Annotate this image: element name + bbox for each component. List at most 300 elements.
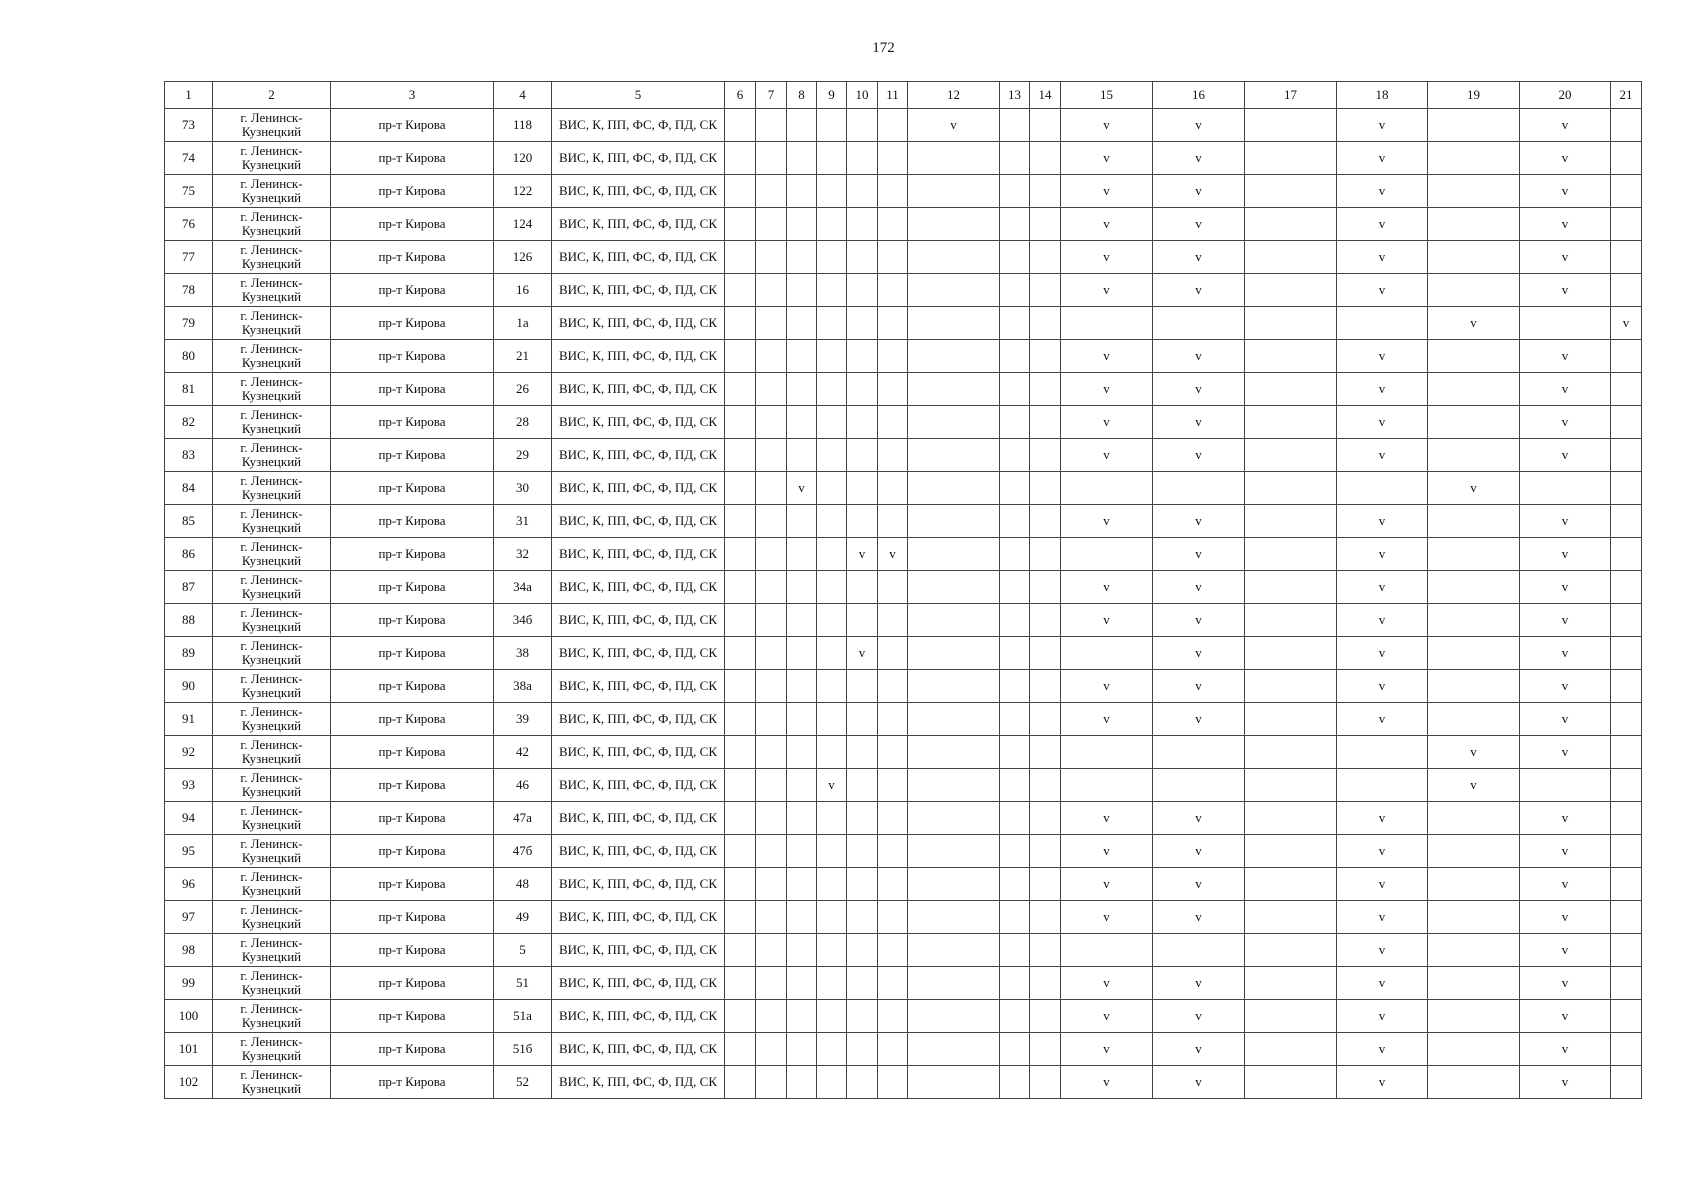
types-cell: ВИС, К, ПП, ФС, Ф, ПД, СК bbox=[552, 934, 725, 967]
mark-cell-col-16 bbox=[1153, 373, 1245, 406]
table-row bbox=[165, 340, 1642, 373]
mark-cell-col-9 bbox=[817, 373, 847, 406]
mark-cell-col-18 bbox=[1337, 1033, 1428, 1066]
mark-cell-col-20 bbox=[1520, 736, 1611, 769]
mark-cell-col-6 bbox=[725, 406, 756, 439]
mark-cell-col-14 bbox=[1030, 109, 1061, 142]
row-number-cell: 73 bbox=[165, 109, 213, 142]
mark-cell-col-9 bbox=[817, 1000, 847, 1033]
check-mark: v bbox=[1561, 216, 1569, 231]
row-number-cell: 98 bbox=[165, 934, 213, 967]
street-cell: пр-т Кирова bbox=[331, 670, 494, 703]
mark-cell-col-19 bbox=[1428, 967, 1520, 1000]
mark-cell-col-14 bbox=[1030, 175, 1061, 208]
city-cell: г. Ленинск-Кузнецкий bbox=[213, 472, 331, 505]
mark-cell-col-20 bbox=[1520, 274, 1611, 307]
mark-cell-col-19 bbox=[1428, 670, 1520, 703]
mark-cell-col-7 bbox=[756, 439, 787, 472]
city-cell: г. Ленинск-Кузнецкий bbox=[213, 505, 331, 538]
mark-cell-col-20 bbox=[1520, 373, 1611, 406]
mark-cell-col-7 bbox=[756, 736, 787, 769]
street-cell: пр-т Кирова bbox=[331, 373, 494, 406]
mark-cell-col-11 bbox=[878, 505, 908, 538]
types-cell: ВИС, К, ПП, ФС, Ф, ПД, СК bbox=[552, 109, 725, 142]
mark-cell-col-11 bbox=[878, 670, 908, 703]
mark-cell-col-16 bbox=[1153, 835, 1245, 868]
check-mark: v bbox=[1561, 645, 1569, 660]
column-header-9: 9 bbox=[817, 82, 847, 109]
column-header-1: 1 bbox=[165, 82, 213, 109]
table-row bbox=[165, 373, 1642, 406]
mark-cell-col-14 bbox=[1030, 967, 1061, 1000]
street-cell: пр-т Кирова bbox=[331, 901, 494, 934]
mark-cell-col-17 bbox=[1245, 802, 1337, 835]
street-cell: пр-т Кирова bbox=[331, 736, 494, 769]
row-number-cell: 88 bbox=[165, 604, 213, 637]
mark-cell-col-7 bbox=[756, 241, 787, 274]
mark-cell-col-6 bbox=[725, 571, 756, 604]
street-cell: пр-т Кирова bbox=[331, 505, 494, 538]
table-row bbox=[165, 406, 1642, 439]
house-cell: 47а bbox=[494, 802, 552, 835]
mark-cell-col-15 bbox=[1061, 604, 1153, 637]
mark-cell-col-16 bbox=[1153, 637, 1245, 670]
mark-cell-col-16 bbox=[1153, 142, 1245, 175]
mark-cell-col-17 bbox=[1245, 1033, 1337, 1066]
row-number-cell: 75 bbox=[165, 175, 213, 208]
mark-cell-col-20 bbox=[1520, 1000, 1611, 1033]
check-mark: v bbox=[1195, 546, 1202, 561]
city-cell: г. Ленинск-Кузнецкий bbox=[213, 934, 331, 967]
mark-cell-col-17 bbox=[1245, 406, 1337, 439]
row-number-cell: 87 bbox=[165, 571, 213, 604]
check-mark: v bbox=[1103, 150, 1110, 165]
mark-cell-col-12 bbox=[908, 802, 1000, 835]
mark-cell-col-7 bbox=[756, 670, 787, 703]
mark-cell-col-13 bbox=[1000, 571, 1030, 604]
data-table bbox=[164, 81, 1642, 1099]
mark-cell-col-20 bbox=[1520, 340, 1611, 373]
street-cell: пр-т Кирова bbox=[331, 406, 494, 439]
mark-cell-col-13 bbox=[1000, 406, 1030, 439]
column-header-18: 18 bbox=[1337, 82, 1428, 109]
mark-cell-col-16 bbox=[1153, 868, 1245, 901]
row-number-cell: 84 bbox=[165, 472, 213, 505]
mark-cell-col-10 bbox=[847, 142, 878, 175]
check-mark: v bbox=[1103, 975, 1110, 990]
mark-cell-col-17 bbox=[1245, 142, 1337, 175]
table-row bbox=[165, 901, 1642, 934]
mark-cell-col-19 bbox=[1428, 406, 1520, 439]
check-mark: v bbox=[1195, 1008, 1202, 1023]
city-cell: г. Ленинск-Кузнецкий bbox=[213, 769, 331, 802]
check-mark: v bbox=[1470, 777, 1477, 792]
mark-cell-col-12 bbox=[908, 472, 1000, 505]
mark-cell-col-12 bbox=[908, 175, 1000, 208]
mark-cell-col-8 bbox=[787, 241, 817, 274]
mark-cell-col-19 bbox=[1428, 1066, 1520, 1099]
check-mark: v bbox=[1561, 117, 1569, 132]
check-mark: v bbox=[1378, 810, 1386, 825]
mark-cell-col-15 bbox=[1061, 208, 1153, 241]
mark-cell-col-8 bbox=[787, 637, 817, 670]
mark-cell-col-6 bbox=[725, 901, 756, 934]
mark-cell-col-17 bbox=[1245, 109, 1337, 142]
mark-cell-col-19 bbox=[1428, 340, 1520, 373]
mark-cell-col-16 bbox=[1153, 934, 1245, 967]
check-mark: v bbox=[1103, 117, 1110, 132]
mark-cell-col-11 bbox=[878, 406, 908, 439]
mark-cell-col-8 bbox=[787, 604, 817, 637]
column-header-15: 15 bbox=[1061, 82, 1153, 109]
check-mark: v bbox=[1378, 117, 1386, 132]
mark-cell-col-15 bbox=[1061, 769, 1153, 802]
row-number-cell: 95 bbox=[165, 835, 213, 868]
check-mark: v bbox=[1561, 810, 1569, 825]
mark-cell-col-19 bbox=[1428, 802, 1520, 835]
mark-cell-col-12 bbox=[908, 703, 1000, 736]
mark-cell-col-7 bbox=[756, 868, 787, 901]
mark-cell-col-12 bbox=[908, 1066, 1000, 1099]
mark-cell-col-9 bbox=[817, 703, 847, 736]
mark-cell-col-15 bbox=[1061, 175, 1153, 208]
mark-cell-col-16 bbox=[1153, 1066, 1245, 1099]
types-cell: ВИС, К, ПП, ФС, Ф, ПД, СК bbox=[552, 274, 725, 307]
mark-cell-col-12 bbox=[908, 406, 1000, 439]
table-row bbox=[165, 472, 1642, 505]
mark-cell-col-15 bbox=[1061, 1066, 1153, 1099]
mark-cell-col-21 bbox=[1611, 1066, 1642, 1099]
mark-cell-col-8 bbox=[787, 1000, 817, 1033]
mark-cell-col-10 bbox=[847, 703, 878, 736]
check-mark: v bbox=[1103, 381, 1110, 396]
mark-cell-col-14 bbox=[1030, 769, 1061, 802]
check-mark: v bbox=[1195, 447, 1202, 462]
mark-cell-col-7 bbox=[756, 340, 787, 373]
mark-cell-col-9 bbox=[817, 208, 847, 241]
mark-cell-col-21 bbox=[1611, 373, 1642, 406]
mark-cell-col-6 bbox=[725, 604, 756, 637]
mark-cell-col-9 bbox=[817, 604, 847, 637]
house-cell: 51а bbox=[494, 1000, 552, 1033]
mark-cell-col-8 bbox=[787, 868, 817, 901]
mark-cell-col-14 bbox=[1030, 142, 1061, 175]
types-cell: ВИС, К, ПП, ФС, Ф, ПД, СК bbox=[552, 868, 725, 901]
mark-cell-col-19 bbox=[1428, 1000, 1520, 1033]
mark-cell-col-17 bbox=[1245, 274, 1337, 307]
check-mark: v bbox=[1103, 876, 1110, 891]
mark-cell-col-6 bbox=[725, 736, 756, 769]
check-mark: v bbox=[1561, 447, 1569, 462]
mark-cell-col-15 bbox=[1061, 934, 1153, 967]
mark-cell-col-11 bbox=[878, 175, 908, 208]
check-mark: v bbox=[798, 480, 805, 495]
mark-cell-col-17 bbox=[1245, 604, 1337, 637]
mark-cell-col-13 bbox=[1000, 901, 1030, 934]
mark-cell-col-7 bbox=[756, 637, 787, 670]
mark-cell-col-14 bbox=[1030, 274, 1061, 307]
mark-cell-col-17 bbox=[1245, 934, 1337, 967]
mark-cell-col-10 bbox=[847, 505, 878, 538]
mark-cell-col-17 bbox=[1245, 835, 1337, 868]
types-cell: ВИС, К, ПП, ФС, Ф, ПД, СК bbox=[552, 472, 725, 505]
check-mark: v bbox=[1103, 1074, 1110, 1089]
city-cell: г. Ленинск-Кузнецкий bbox=[213, 307, 331, 340]
mark-cell-col-17 bbox=[1245, 373, 1337, 406]
mark-cell-col-8 bbox=[787, 769, 817, 802]
check-mark: v bbox=[1378, 645, 1386, 660]
mark-cell-col-8 bbox=[787, 109, 817, 142]
city-cell: г. Ленинск-Кузнецкий bbox=[213, 538, 331, 571]
mark-cell-col-21 bbox=[1611, 835, 1642, 868]
street-cell: пр-т Кирова bbox=[331, 802, 494, 835]
types-cell: ВИС, К, ПП, ФС, Ф, ПД, СК bbox=[552, 373, 725, 406]
mark-cell-col-11 bbox=[878, 571, 908, 604]
mark-cell-col-15 bbox=[1061, 307, 1153, 340]
mark-cell-col-19 bbox=[1428, 901, 1520, 934]
check-mark: v bbox=[1103, 678, 1110, 693]
check-mark: v bbox=[1378, 975, 1386, 990]
check-mark: v bbox=[1561, 744, 1569, 759]
mark-cell-col-19 bbox=[1428, 571, 1520, 604]
mark-cell-col-9 bbox=[817, 472, 847, 505]
mark-cell-col-17 bbox=[1245, 868, 1337, 901]
mark-cell-col-15 bbox=[1061, 703, 1153, 736]
mark-cell-col-10 bbox=[847, 571, 878, 604]
mark-cell-col-12 bbox=[908, 670, 1000, 703]
mark-cell-col-16 bbox=[1153, 439, 1245, 472]
mark-cell-col-15 bbox=[1061, 967, 1153, 1000]
mark-cell-col-16 bbox=[1153, 736, 1245, 769]
row-number-cell: 91 bbox=[165, 703, 213, 736]
mark-cell-col-12 bbox=[908, 142, 1000, 175]
table-row bbox=[165, 934, 1642, 967]
mark-cell-col-19 bbox=[1428, 439, 1520, 472]
mark-cell-col-10 bbox=[847, 604, 878, 637]
mark-cell-col-10 bbox=[847, 769, 878, 802]
mark-cell-col-19 bbox=[1428, 175, 1520, 208]
mark-cell-col-6 bbox=[725, 340, 756, 373]
check-mark: v bbox=[1378, 843, 1386, 858]
mark-cell-col-13 bbox=[1000, 241, 1030, 274]
mark-cell-col-21 bbox=[1611, 505, 1642, 538]
mark-cell-col-10 bbox=[847, 109, 878, 142]
check-mark: v bbox=[1103, 348, 1110, 363]
city-cell: г. Ленинск-Кузнецкий bbox=[213, 208, 331, 241]
mark-cell-col-12 bbox=[908, 538, 1000, 571]
row-number-cell: 97 bbox=[165, 901, 213, 934]
row-number-cell: 83 bbox=[165, 439, 213, 472]
mark-cell-col-10 bbox=[847, 340, 878, 373]
house-cell: 122 bbox=[494, 175, 552, 208]
mark-cell-col-13 bbox=[1000, 538, 1030, 571]
mark-cell-col-7 bbox=[756, 802, 787, 835]
city-cell: г. Ленинск-Кузнецкий bbox=[213, 802, 331, 835]
mark-cell-col-6 bbox=[725, 175, 756, 208]
city-cell: г. Ленинск-Кузнецкий bbox=[213, 175, 331, 208]
mark-cell-col-17 bbox=[1245, 1066, 1337, 1099]
mark-cell-col-8 bbox=[787, 901, 817, 934]
mark-cell-col-18 bbox=[1337, 505, 1428, 538]
mark-cell-col-8 bbox=[787, 307, 817, 340]
mark-cell-col-19 bbox=[1428, 307, 1520, 340]
mark-cell-col-11 bbox=[878, 1066, 908, 1099]
mark-cell-col-11 bbox=[878, 637, 908, 670]
mark-cell-col-6 bbox=[725, 538, 756, 571]
mark-cell-col-8 bbox=[787, 142, 817, 175]
mark-cell-col-17 bbox=[1245, 736, 1337, 769]
house-cell: 31 bbox=[494, 505, 552, 538]
mark-cell-col-15 bbox=[1061, 571, 1153, 604]
mark-cell-col-11 bbox=[878, 373, 908, 406]
mark-cell-col-12 bbox=[908, 901, 1000, 934]
mark-cell-col-16 bbox=[1153, 241, 1245, 274]
mark-cell-col-12 bbox=[908, 1033, 1000, 1066]
mark-cell-col-7 bbox=[756, 934, 787, 967]
mark-cell-col-6 bbox=[725, 637, 756, 670]
check-mark: v bbox=[1561, 414, 1569, 429]
mark-cell-col-14 bbox=[1030, 472, 1061, 505]
mark-cell-col-21 bbox=[1611, 1033, 1642, 1066]
types-cell: ВИС, К, ПП, ФС, Ф, ПД, СК bbox=[552, 736, 725, 769]
mark-cell-col-21 bbox=[1611, 274, 1642, 307]
check-mark: v bbox=[1378, 414, 1386, 429]
mark-cell-col-9 bbox=[817, 241, 847, 274]
mark-cell-col-12 bbox=[908, 109, 1000, 142]
row-number-cell: 77 bbox=[165, 241, 213, 274]
street-cell: пр-т Кирова bbox=[331, 967, 494, 1000]
mark-cell-col-20 bbox=[1520, 406, 1611, 439]
row-number-cell: 100 bbox=[165, 1000, 213, 1033]
check-mark: v bbox=[1103, 1008, 1110, 1023]
mark-cell-col-7 bbox=[756, 835, 787, 868]
check-mark: v bbox=[1378, 711, 1386, 726]
check-mark: v bbox=[1195, 381, 1202, 396]
mark-cell-col-13 bbox=[1000, 802, 1030, 835]
check-mark: v bbox=[1378, 513, 1386, 528]
mark-cell-col-18 bbox=[1337, 472, 1428, 505]
mark-cell-col-14 bbox=[1030, 439, 1061, 472]
check-mark: v bbox=[1378, 183, 1386, 198]
mark-cell-col-20 bbox=[1520, 142, 1611, 175]
mark-cell-col-18 bbox=[1337, 439, 1428, 472]
mark-cell-col-10 bbox=[847, 868, 878, 901]
mark-cell-col-19 bbox=[1428, 142, 1520, 175]
mark-cell-col-21 bbox=[1611, 175, 1642, 208]
check-mark: v bbox=[1561, 348, 1569, 363]
mark-cell-col-15 bbox=[1061, 670, 1153, 703]
mark-cell-col-10 bbox=[847, 1000, 878, 1033]
mark-cell-col-17 bbox=[1245, 769, 1337, 802]
mark-cell-col-9 bbox=[817, 307, 847, 340]
city-cell: г. Ленинск-Кузнецкий bbox=[213, 835, 331, 868]
mark-cell-col-6 bbox=[725, 472, 756, 505]
city-cell: г. Ленинск-Кузнецкий bbox=[213, 571, 331, 604]
check-mark: v bbox=[1195, 117, 1202, 132]
mark-cell-col-8 bbox=[787, 406, 817, 439]
column-header-3: 3 bbox=[331, 82, 494, 109]
mark-cell-col-6 bbox=[725, 1066, 756, 1099]
mark-cell-col-17 bbox=[1245, 703, 1337, 736]
mark-cell-col-13 bbox=[1000, 670, 1030, 703]
mark-cell-col-15 bbox=[1061, 406, 1153, 439]
check-mark: v bbox=[1470, 480, 1477, 495]
city-cell: г. Ленинск-Кузнецкий bbox=[213, 703, 331, 736]
mark-cell-col-16 bbox=[1153, 802, 1245, 835]
table-row bbox=[165, 835, 1642, 868]
mark-cell-col-11 bbox=[878, 868, 908, 901]
mark-cell-col-16 bbox=[1153, 604, 1245, 637]
mark-cell-col-13 bbox=[1000, 967, 1030, 1000]
mark-cell-col-10 bbox=[847, 274, 878, 307]
check-mark: v bbox=[1378, 546, 1386, 561]
house-cell: 47б bbox=[494, 835, 552, 868]
mark-cell-col-20 bbox=[1520, 175, 1611, 208]
check-mark: v bbox=[1378, 150, 1386, 165]
city-cell: г. Ленинск-Кузнецкий bbox=[213, 340, 331, 373]
mark-cell-col-9 bbox=[817, 967, 847, 1000]
mark-cell-col-7 bbox=[756, 967, 787, 1000]
mark-cell-col-19 bbox=[1428, 769, 1520, 802]
mark-cell-col-14 bbox=[1030, 934, 1061, 967]
mark-cell-col-10 bbox=[847, 901, 878, 934]
mark-cell-col-6 bbox=[725, 967, 756, 1000]
mark-cell-col-10 bbox=[847, 835, 878, 868]
table-row bbox=[165, 241, 1642, 274]
house-cell: 29 bbox=[494, 439, 552, 472]
mark-cell-col-8 bbox=[787, 208, 817, 241]
check-mark: v bbox=[858, 645, 866, 660]
check-mark: v bbox=[1561, 183, 1569, 198]
types-cell: ВИС, К, ПП, ФС, Ф, ПД, СК bbox=[552, 538, 725, 571]
mark-cell-col-10 bbox=[847, 967, 878, 1000]
mark-cell-col-13 bbox=[1000, 307, 1030, 340]
mark-cell-col-6 bbox=[725, 241, 756, 274]
mark-cell-col-7 bbox=[756, 769, 787, 802]
mark-cell-col-21 bbox=[1611, 538, 1642, 571]
mark-cell-col-10 bbox=[847, 241, 878, 274]
mark-cell-col-21 bbox=[1611, 340, 1642, 373]
mark-cell-col-9 bbox=[817, 1033, 847, 1066]
mark-cell-col-13 bbox=[1000, 439, 1030, 472]
mark-cell-col-19 bbox=[1428, 208, 1520, 241]
house-cell: 42 bbox=[494, 736, 552, 769]
row-number-cell: 96 bbox=[165, 868, 213, 901]
mark-cell-col-10 bbox=[847, 472, 878, 505]
types-cell: ВИС, К, ПП, ФС, Ф, ПД, СК bbox=[552, 175, 725, 208]
mark-cell-col-6 bbox=[725, 670, 756, 703]
row-number-cell: 79 bbox=[165, 307, 213, 340]
table-row bbox=[165, 802, 1642, 835]
mark-cell-col-10 bbox=[847, 439, 878, 472]
mark-cell-col-13 bbox=[1000, 340, 1030, 373]
house-cell: 39 bbox=[494, 703, 552, 736]
table-row bbox=[165, 736, 1642, 769]
street-cell: пр-т Кирова bbox=[331, 1000, 494, 1033]
mark-cell-col-19 bbox=[1428, 505, 1520, 538]
mark-cell-col-16 bbox=[1153, 538, 1245, 571]
mark-cell-col-14 bbox=[1030, 802, 1061, 835]
mark-cell-col-9 bbox=[817, 142, 847, 175]
mark-cell-col-21 bbox=[1611, 571, 1642, 604]
row-number-cell: 99 bbox=[165, 967, 213, 1000]
mark-cell-col-13 bbox=[1000, 1033, 1030, 1066]
mark-cell-col-16 bbox=[1153, 769, 1245, 802]
row-number-cell: 93 bbox=[165, 769, 213, 802]
mark-cell-col-6 bbox=[725, 373, 756, 406]
mark-cell-col-7 bbox=[756, 274, 787, 307]
mark-cell-col-16 bbox=[1153, 208, 1245, 241]
